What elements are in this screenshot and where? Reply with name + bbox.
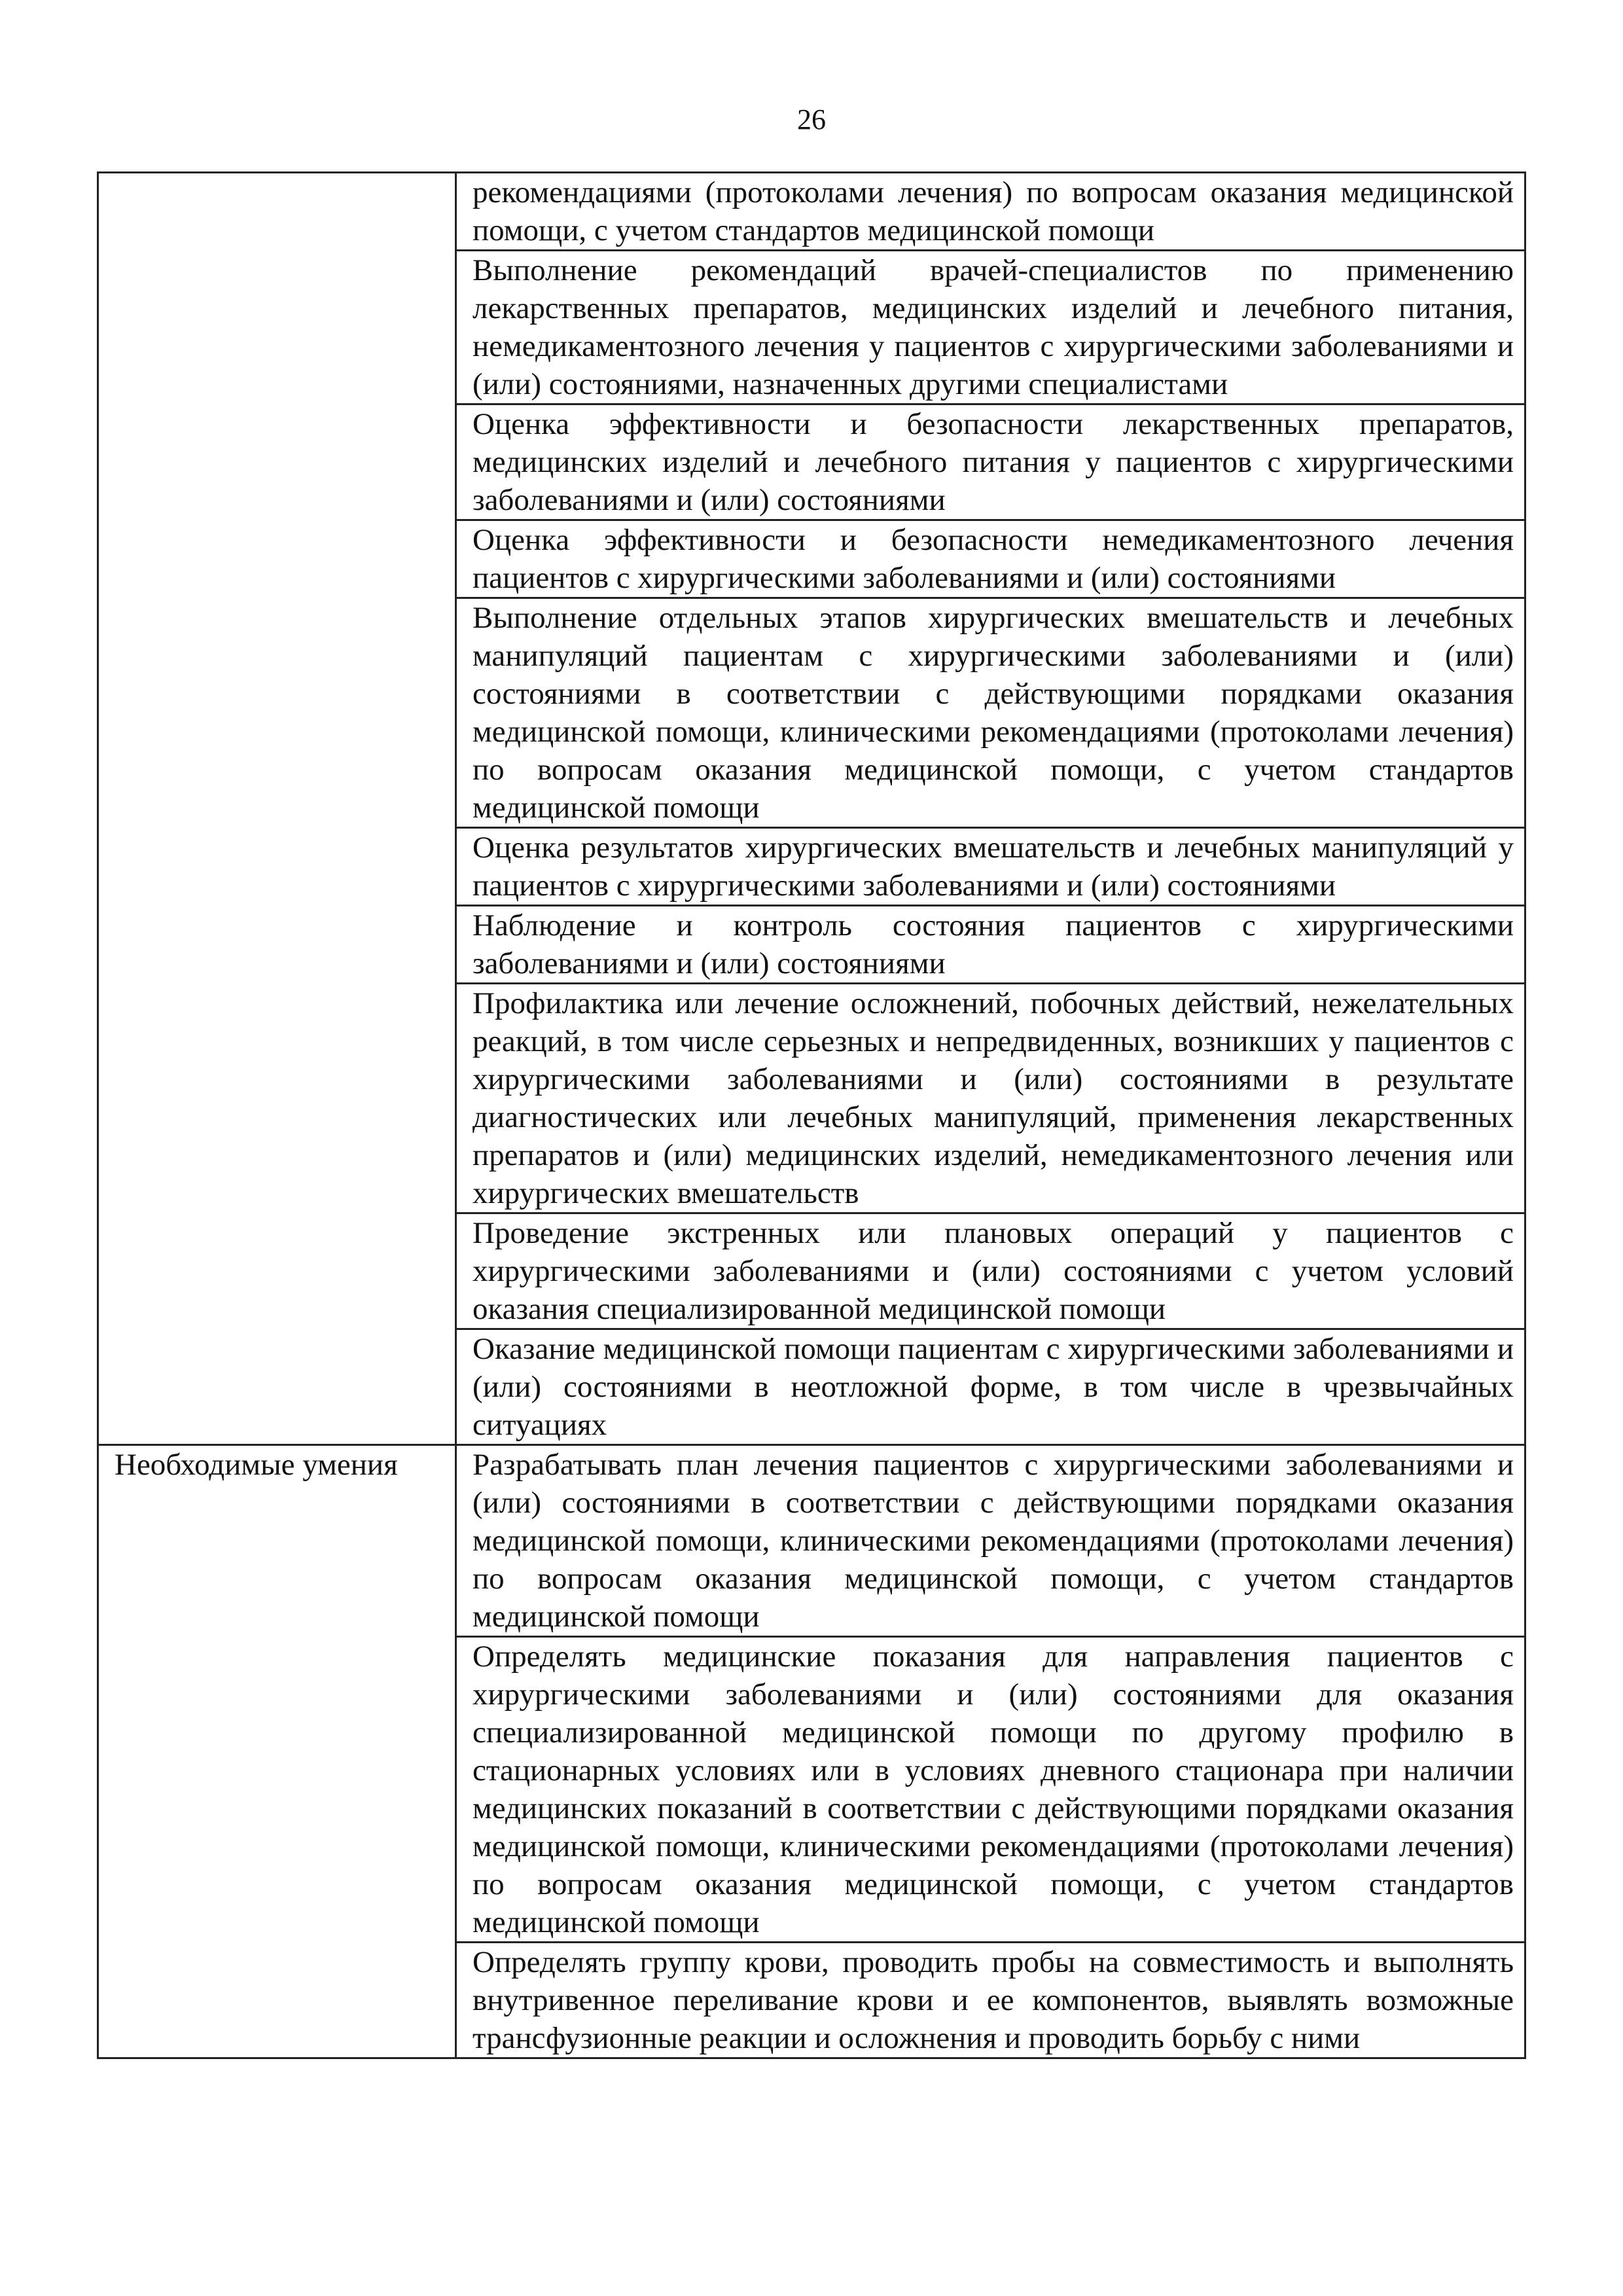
table-cell: Оценка эффективности и безопасности немедикаментозного лечения пациентов с хирургическими заболеваниями и (или) состояниями [456, 520, 1525, 598]
requirements-table [97, 171, 1526, 2059]
table-row [98, 1445, 1525, 1637]
table-cell: Выполнение рекомендаций врачей-специалистов по применению лекарственных препаратов, медицинских изделий и лечебного питания, немедикаментозного лечения у пациентов с хирургическими заболеваниями и (или) состояниями, назначенных другими специалистами [456, 251, 1525, 404]
table-cell: Разрабатывать план лечения пациентов с хирургическими заболеваниями и (или) состояниями в соответствии с действующими порядками оказания медицинской помощи, клиническими рекомендациями (протоколами лечения) по вопросам оказания медицинской помощи, с учетом стандартов медицинской помощи [456, 1445, 1525, 1637]
table-cell: Оценка эффективности и безопасности лекарственных препаратов, медицинских изделий и лечебного питания у пациентов с хирургическими заболеваниями и (или) состояниями [456, 404, 1525, 520]
table-cell: Выполнение отдельных этапов хирургических вмешательств и лечебных манипуляций пациентам с хирургическими заболеваниями и (или) состояниями в соответствии с действующими порядками оказания медицинской помощи, клиническими рекомендациями (протоколами лечения) по вопросам оказания медицинской помощи, с учетом стандартов медицинской помощи [456, 598, 1525, 828]
table-cell: рекомендациями (протоколами лечения) по вопросам оказания медицинской помощи, с учетом стандартов медицинской помощи [456, 173, 1525, 251]
table-cell: Определять группу крови, проводить пробы на совместимость и выполнять внутривенное переливание крови и ее компонентов, выявлять возможные трансфузионные реакции и осложнения и проводить борьбу с ними [456, 1943, 1525, 2058]
table-cell: Оценка результатов хирургических вмешательств и лечебных манипуляций у пациентов с хирургическими заболеваниями и (или) состояниями [456, 828, 1525, 906]
table-cell: Определять медицинские показания для направления пациентов с хирургическими заболеваниями и (или) состояниями для оказания специализированной медицинской помощи по другому профилю в стационарных условиях или в условиях дневного стационара при наличии медицинских показаний в соответствии с действующими порядками оказания медицинской помощи, клиническими рекомендациями (протоколами лечения) по вопросам оказания медицинской помощи, с учетом стандартов медицинской помощи [456, 1637, 1525, 1943]
page-number: 26 [797, 103, 826, 135]
table-cell: Наблюдение и контроль состояния пациентов с хирургическими заболеваниями и (или) состояниями [456, 906, 1525, 984]
table-row [98, 173, 1525, 251]
table-cell: Проведение экстренных или плановых операций у пациентов с хирургическими заболеваниями и (или) состояниями с учетом условий оказания специализированной медицинской помощи [456, 1213, 1525, 1329]
table-cell: Оказание медицинской помощи пациентам с хирургическими заболеваниями и (или) состояниями в неотложной форме, в том числе в чрезвычайных ситуациях [456, 1329, 1525, 1445]
row-label [98, 173, 456, 1445]
table-cell: Профилактика или лечение осложнений, побочных действий, нежелательных реакций, в том числе серьезных и непредвиденных, возникших у пациентов с хирургическими заболеваниями и (или) состояниями в результате диагностических или лечебных манипуляций, применения лекарственных препаратов и (или) медицинских изделий, немедикаментозного лечения или хирургических вмешательств [456, 984, 1525, 1213]
row-label-skills: Необходимые умения [98, 1445, 456, 2058]
